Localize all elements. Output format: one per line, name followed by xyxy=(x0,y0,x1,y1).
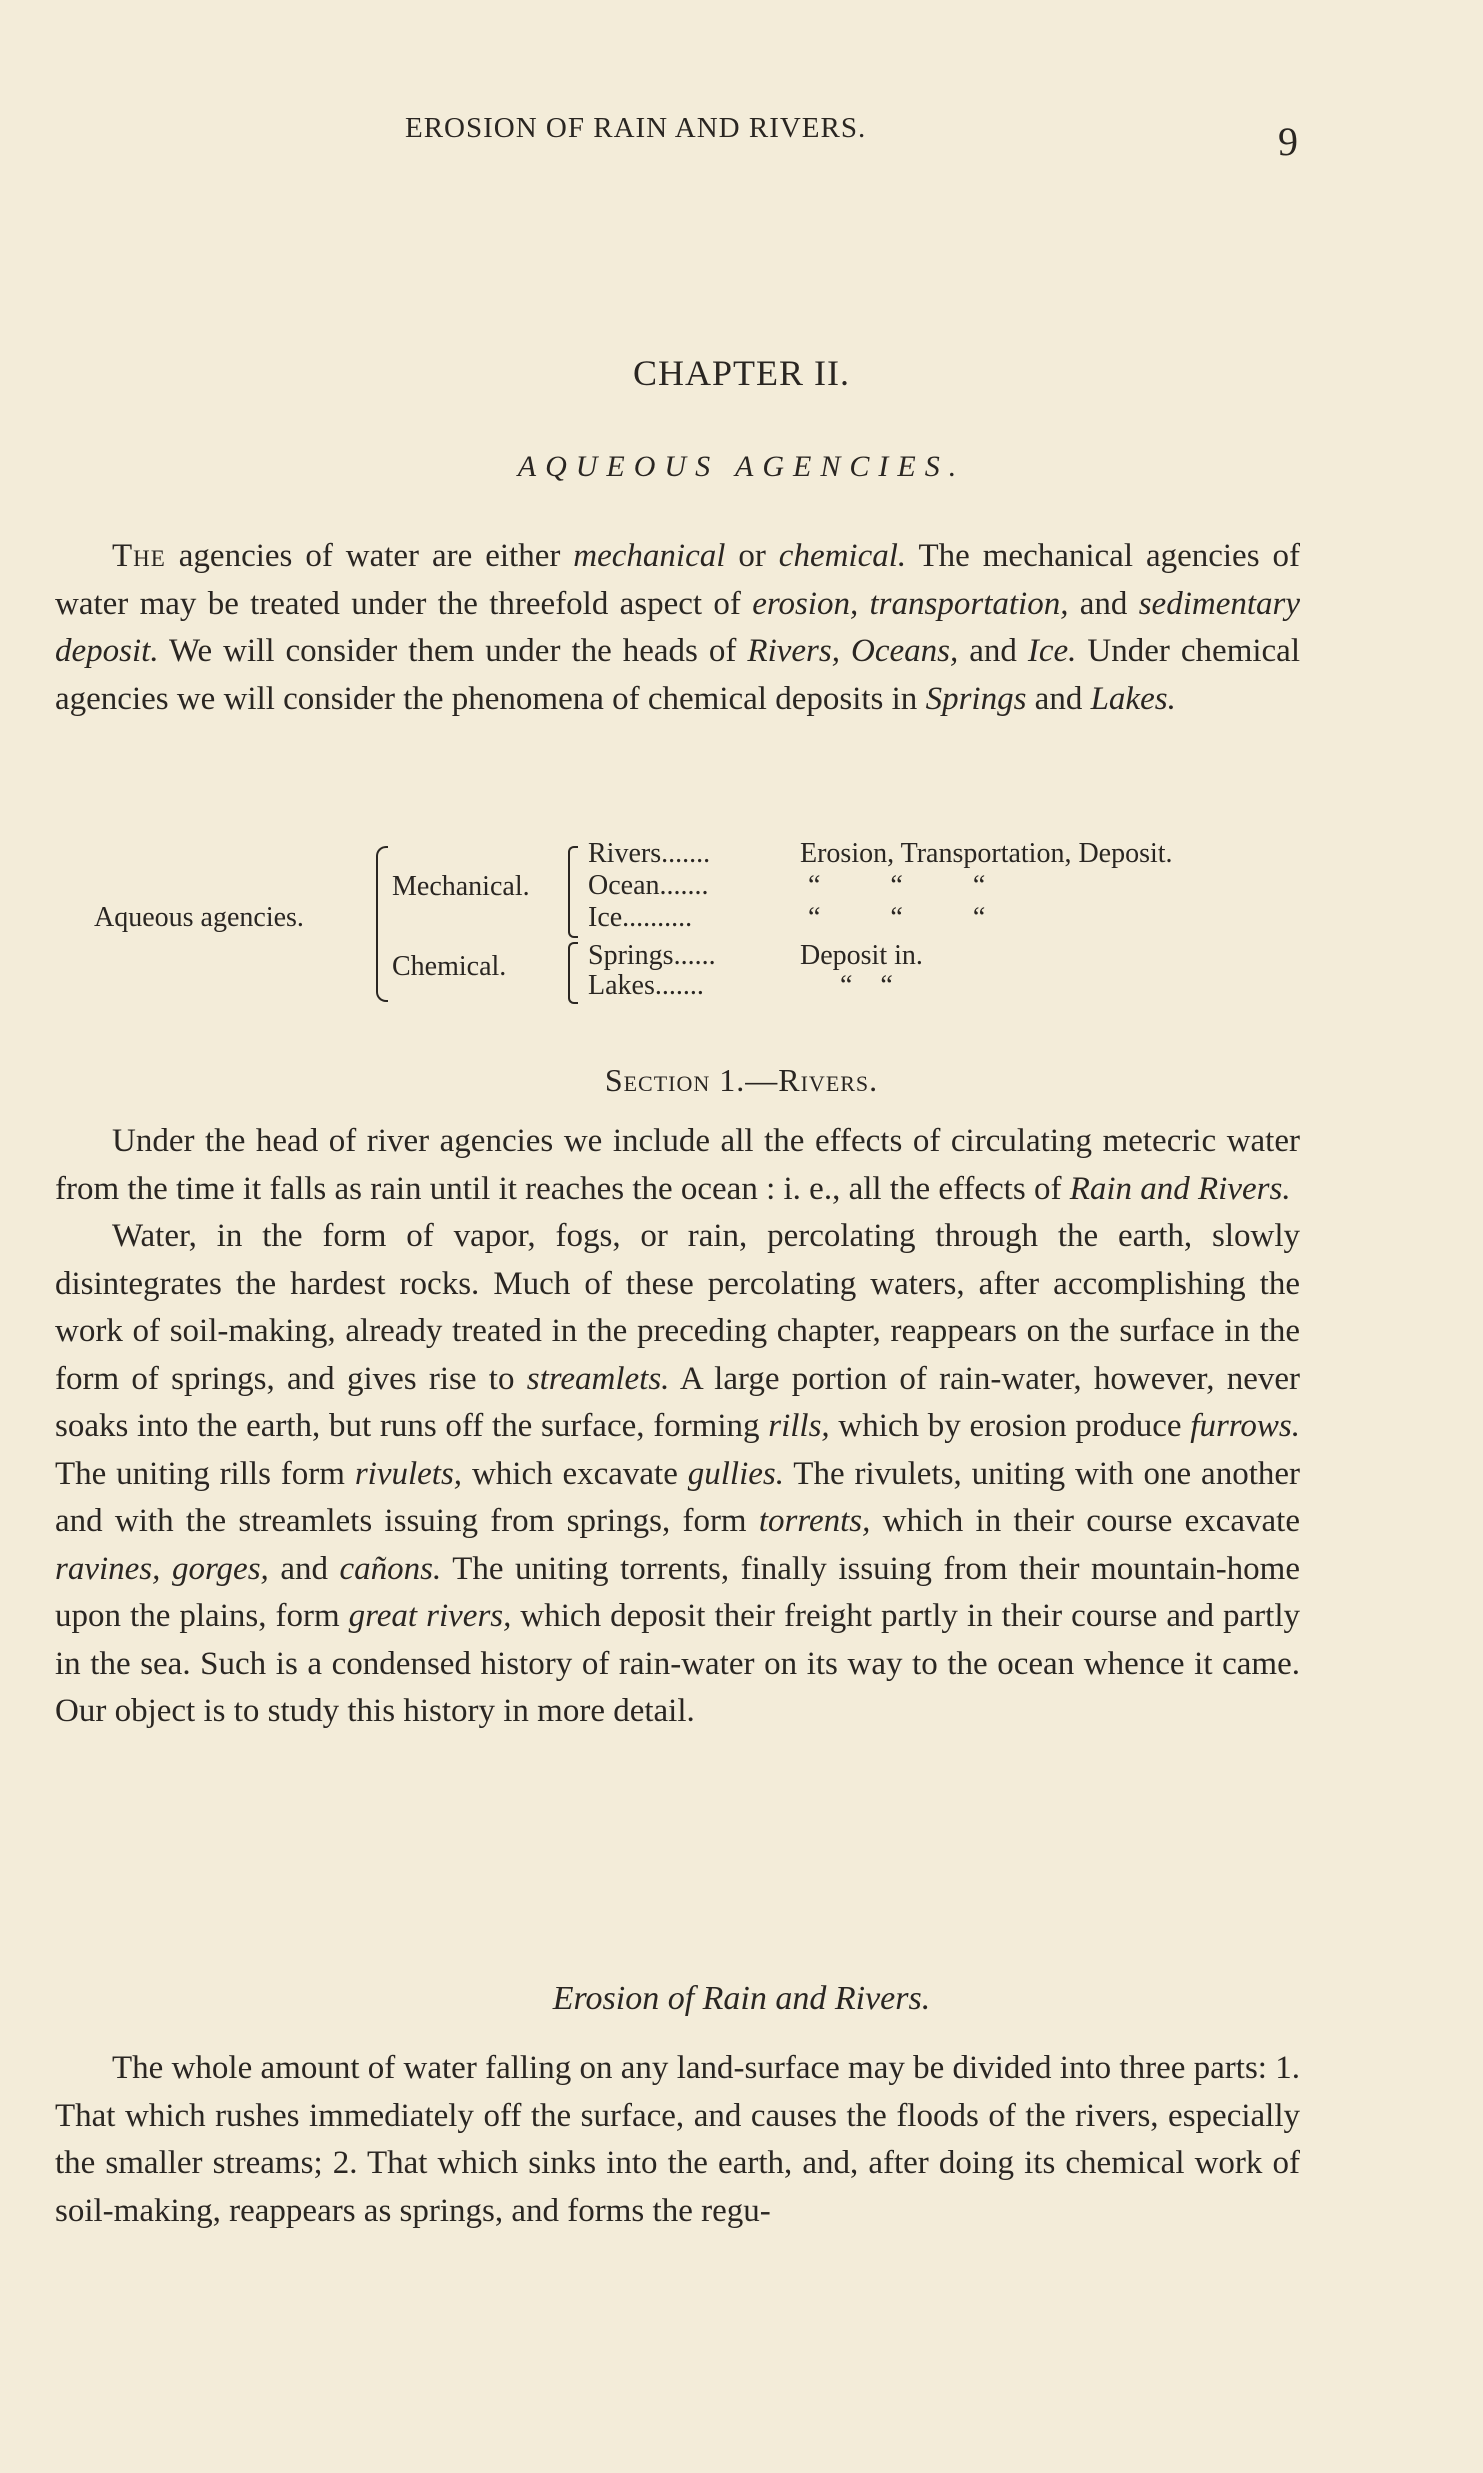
text-run xyxy=(840,633,851,669)
term-oceans: Oceans, xyxy=(850,633,959,669)
text-run: and xyxy=(958,633,1028,669)
term-rain-and-rivers: Rain and Rivers. xyxy=(1069,1170,1291,1207)
intro-lead-word: The xyxy=(112,538,166,574)
term-rivers: Rivers, xyxy=(747,633,840,669)
text-run: or xyxy=(725,538,779,574)
row-name: Ice.......... xyxy=(588,902,693,933)
chapter-subtitle: AQUEOUS AGENCIES. xyxy=(517,450,966,483)
chapter-title: CHAPTER II. xyxy=(633,353,850,393)
rivers-paragraph-2 xyxy=(55,1213,1300,1736)
text-run: Water, in the form of vapor, fogs, or rain, percolating through the earth, slowly disintegrates the hardest rocks. Much of these percolating waters, after accomplishing the work of soil-making, already treated in the preceding chapter, reappears on the surface in the form of springs, and gives rise to xyxy=(55,1218,1300,1397)
term-gullies: gullies. xyxy=(687,1455,785,1492)
erosion-section-body xyxy=(55,2045,1300,2235)
term-gorges: gorges, xyxy=(171,1550,269,1587)
chemical-label: Chemical. xyxy=(392,951,507,982)
text-run: The mechanical agencies of water may be treated under the threefold aspect of xyxy=(55,538,1300,622)
subsection-heading: Erosion of Rain and Rivers. xyxy=(552,1980,931,2017)
text-run: which by erosion produce xyxy=(829,1408,1191,1444)
root-label: Aqueous agencies. xyxy=(94,902,304,933)
term-erosion: erosion, xyxy=(752,585,859,622)
text-run: and xyxy=(1026,680,1091,717)
term-rivulets: rivulets, xyxy=(354,1455,463,1492)
term-transportation: transportation, xyxy=(869,585,1069,622)
row-name: Springs...... xyxy=(588,940,716,971)
term-sedimentary: sedimentary deposit. xyxy=(55,585,1301,669)
page-number: 9 xyxy=(1278,119,1298,164)
chemical-brace xyxy=(568,942,578,1004)
text-run: which excavate xyxy=(462,1455,688,1492)
term-mechanical: mechanical xyxy=(573,538,726,574)
rivers-paragraph-1 xyxy=(55,1118,1300,1213)
text-run: Under chemical agencies we will consider the phenomena of chemical deposits in xyxy=(55,633,1301,717)
text-run: Under the head of river agencies we include all the effects of circulating metecric water from the time it falls as rain until it reaches the ocean : i. e., all the effects of xyxy=(55,1123,1300,1207)
text-run: which deposit their freight partly in their course and partly in the sea. Such is a condensed history of rain-water on its way to the ocean whence it came. Our object is to study this history in more detail. xyxy=(55,1598,1300,1729)
row-effect: “ “ “ xyxy=(808,902,986,933)
text-run: The rivulets, uniting with one another and with the streamlets issuing from springs, form xyxy=(55,1455,1301,1539)
term-streamlets: streamlets. xyxy=(526,1360,670,1397)
text-run: We will consider them under the heads of xyxy=(158,633,748,669)
text-run: and xyxy=(268,1550,340,1587)
term-furrows: furrows. xyxy=(1190,1408,1301,1444)
term-lakes: Lakes. xyxy=(1090,680,1176,717)
term-springs: Springs xyxy=(925,680,1027,717)
text-run: A large portion of rain-water, however, never soaks into the earth, but runs off the surface, forming xyxy=(55,1360,1300,1444)
rivers-section-body xyxy=(55,1118,1300,1736)
root-brace xyxy=(376,846,388,1002)
row-effect: “ “ “ xyxy=(808,870,986,901)
row-effect: Erosion, Transportation, Deposit. xyxy=(800,838,1173,869)
row-effect: Deposit in. xyxy=(800,940,923,971)
intro-text xyxy=(55,533,1300,723)
running-head: EROSION OF RAIN AND RIVERS. xyxy=(405,112,867,144)
row-effect: “ “ xyxy=(840,970,893,1001)
term-torrents: torrents, xyxy=(758,1503,871,1539)
classification-table xyxy=(0,838,1483,1018)
term-great-rivers: great rivers, xyxy=(348,1598,512,1634)
mechanical-label: Mechanical. xyxy=(392,871,530,902)
term-ice: Ice. xyxy=(1027,633,1077,669)
term-chemical: chemical. xyxy=(778,538,907,574)
term-rills: rills, xyxy=(768,1408,830,1444)
text-run xyxy=(160,1551,172,1587)
text-run: and xyxy=(1068,585,1139,622)
text-run: agencies of water are either xyxy=(165,538,574,574)
section-title: Section 1.—Rivers. xyxy=(604,1062,879,1098)
term-ravines: ravines, xyxy=(55,1550,161,1587)
text-run: The uniting rills form xyxy=(55,1455,355,1492)
text-run: which in their course excavate xyxy=(870,1503,1300,1539)
row-name: Ocean....... xyxy=(588,870,709,901)
text-run: The uniting torrents, finally issuing from their mountain-home upon the plains, form xyxy=(55,1550,1301,1634)
erosion-paragraph-1: The whole amount of water falling on any land-surface may be divided into three parts: 1. That which rushes immediately off the surface, and causes the floods of the rivers, especially the smaller streams; 2. That which sinks into the earth, and, after doing its chemical work of soil-making, reappears as springs, and forms the regu- xyxy=(55,2050,1300,2229)
text-run xyxy=(858,586,869,622)
mechanical-brace xyxy=(568,846,578,938)
intro-paragraph xyxy=(55,533,1300,723)
row-name: Lakes....... xyxy=(588,970,704,1001)
term-canons: cañons. xyxy=(339,1550,442,1587)
row-name: Rivers....... xyxy=(588,838,711,869)
